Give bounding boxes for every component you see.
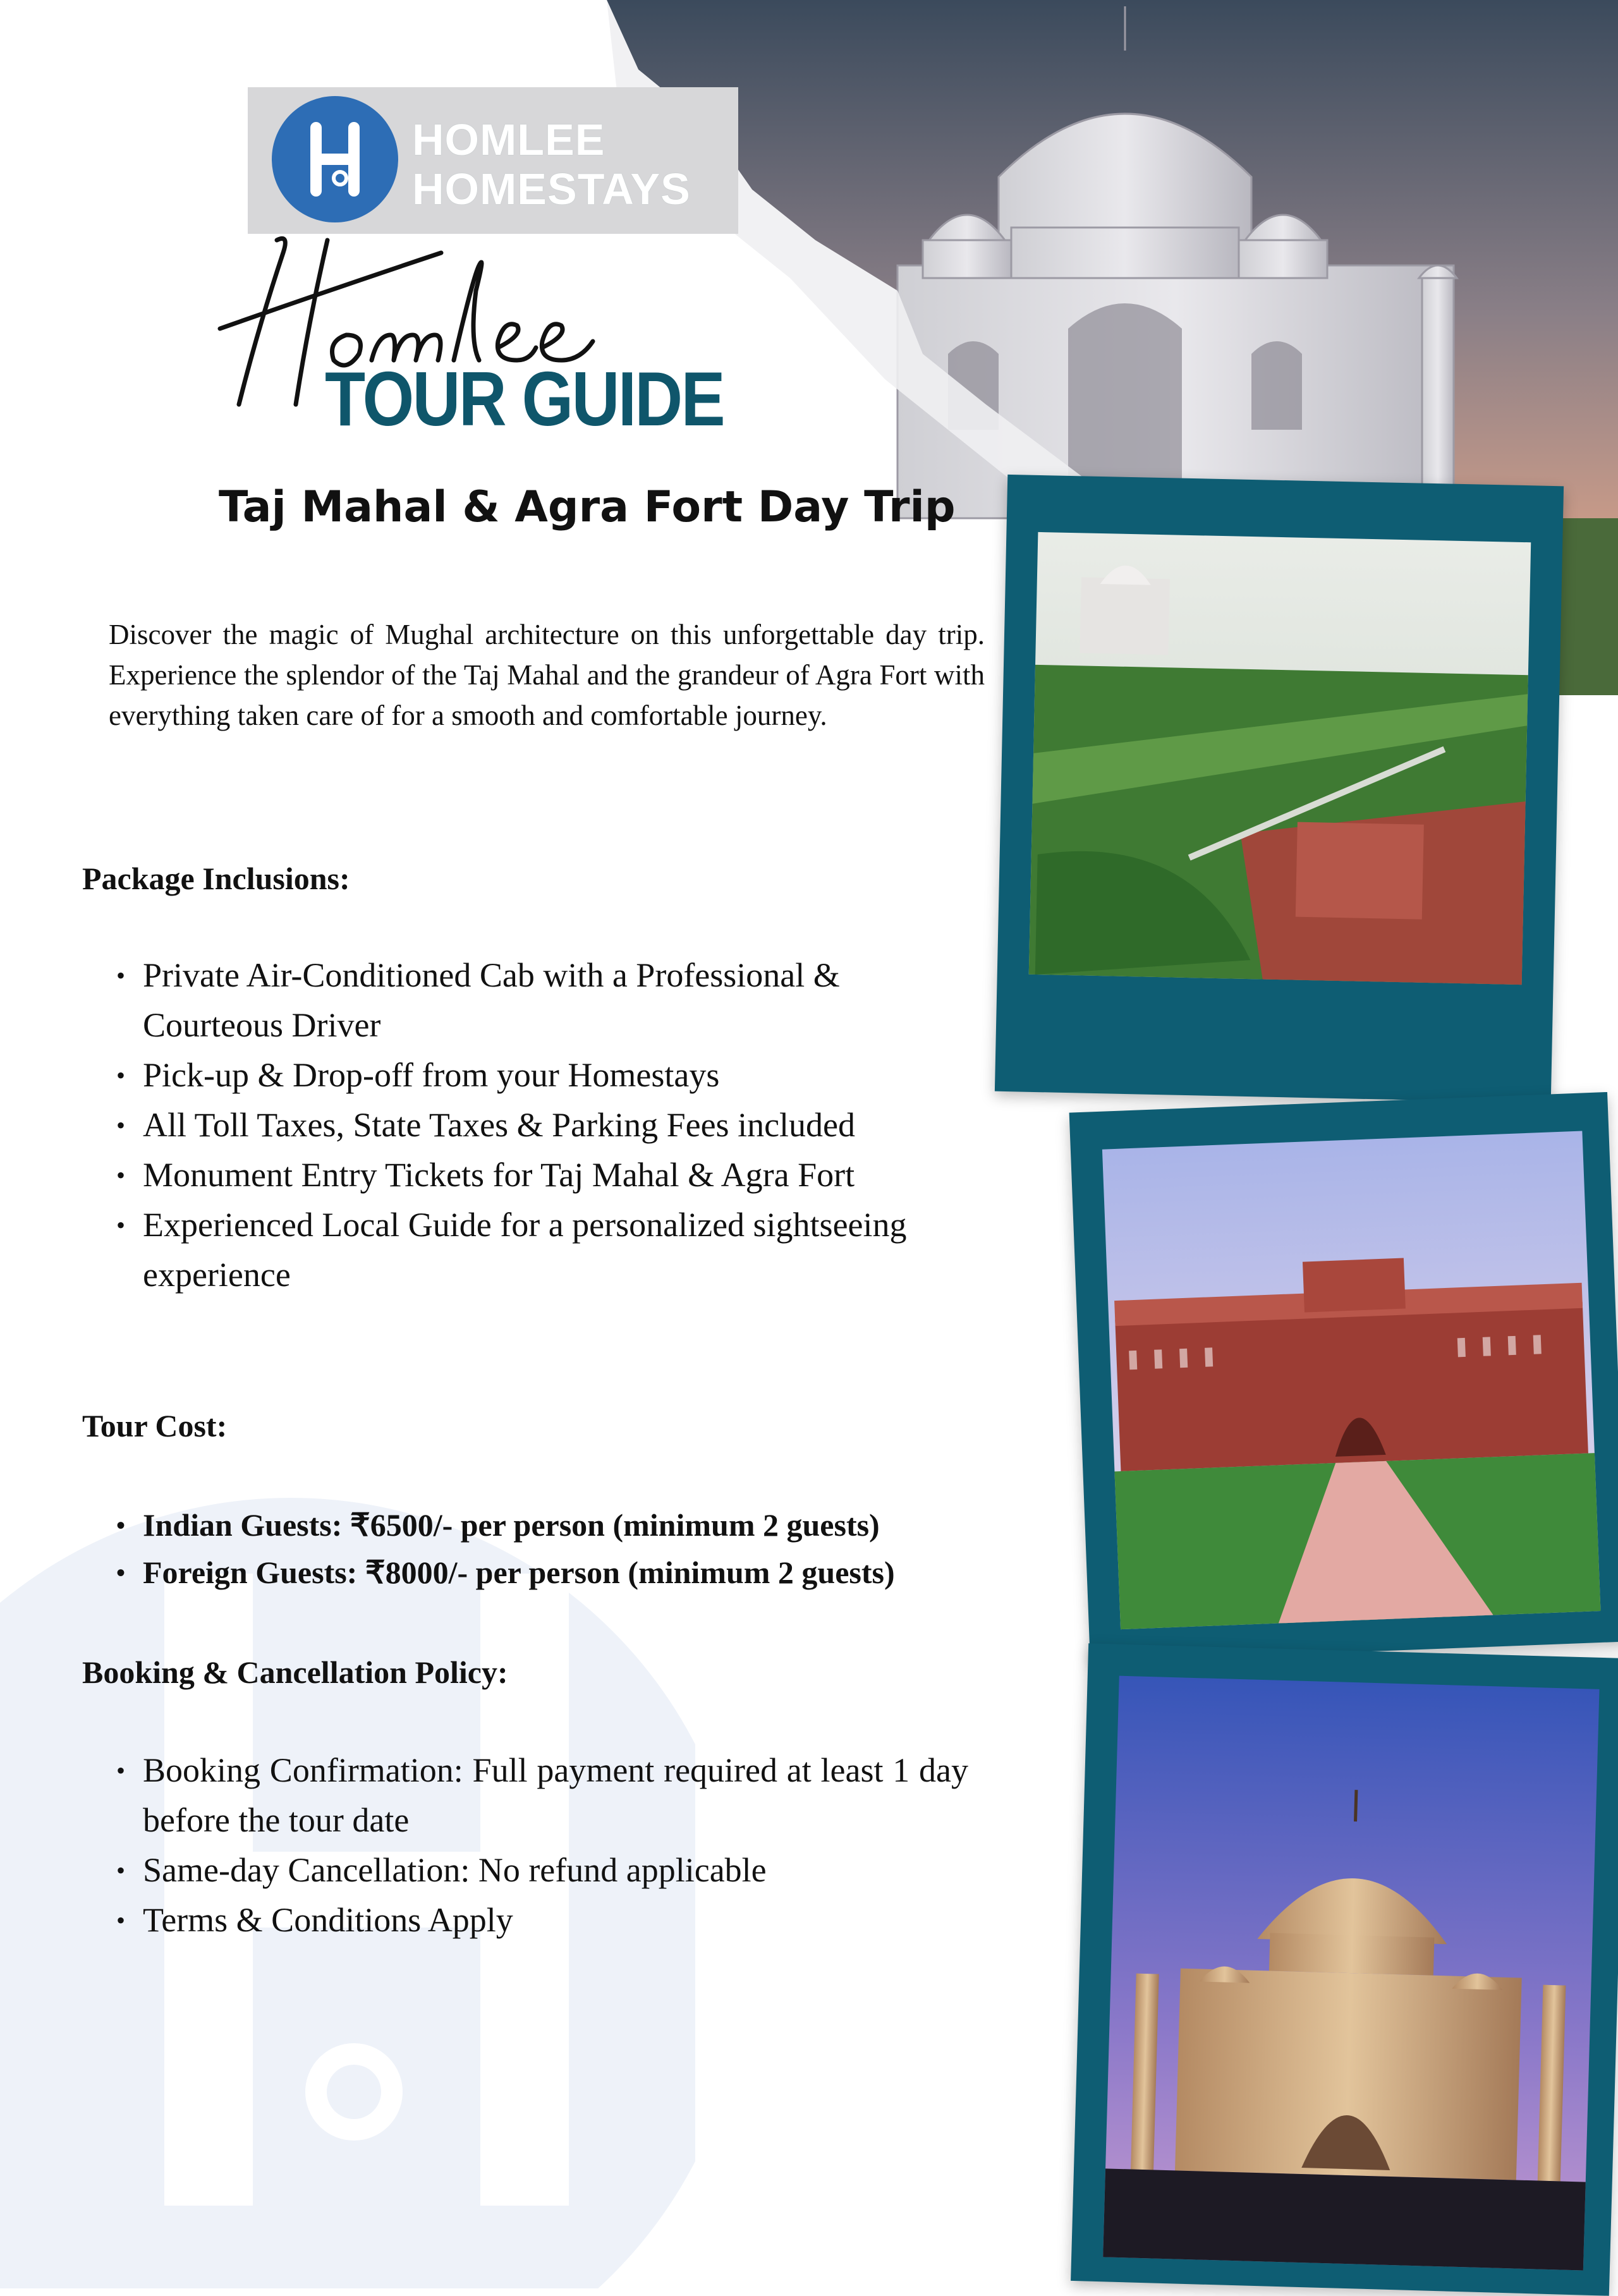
taj-mahal-aerial-gardens-photo bbox=[995, 475, 1564, 1103]
list-item: • All Toll Taxes, State Taxes & Parking Fees included bbox=[109, 1100, 981, 1150]
brand-name-line1: HOMLEE bbox=[412, 115, 605, 164]
photo-frame-taj-aerial bbox=[995, 475, 1564, 1103]
tour-cost-list bbox=[109, 1502, 981, 1596]
list-item: • Booking Confirmation: Full payment required at least 1 day before the tour date bbox=[109, 1746, 968, 1845]
photo-frame-taj-dusk bbox=[1071, 1643, 1618, 2295]
inclusions-list bbox=[109, 951, 981, 1300]
agra-fort-red-sandstone-photo bbox=[1069, 1092, 1618, 1662]
list-item: • Foreign Guests: ₹8000/- per person (minimum 2 guests) bbox=[109, 1549, 981, 1596]
tour-cost-heading: Tour Cost: bbox=[82, 1408, 228, 1443]
taj-mahal-dusk-photo bbox=[1071, 1643, 1618, 2295]
list-item: • Pick-up & Drop-off from your Homestays bbox=[109, 1050, 981, 1100]
homlee-h-house-icon bbox=[272, 96, 398, 222]
policy-list bbox=[109, 1746, 968, 1945]
tour-guide-heading: TOUR GUIDE bbox=[325, 356, 724, 442]
list-item: • Experienced Local Guide for a personalized sightseeing experience bbox=[109, 1200, 981, 1300]
inclusions-heading: Package Inclusions: bbox=[82, 861, 350, 896]
policy-heading: Booking & Cancellation Policy: bbox=[82, 1655, 508, 1690]
intro-paragraph: Discover the magic of Mughal architecture on this unforgettable day trip. Experience the splendor of the Taj Mahal and the grandeur of Agra Fort with everything taken care of for a smooth and comfortable journey. bbox=[109, 619, 985, 731]
list-item: • Terms & Conditions Apply bbox=[109, 1895, 968, 1945]
list-item: • Monument Entry Tickets for Taj Mahal & Agra Fort bbox=[109, 1150, 981, 1200]
brand-name bbox=[412, 115, 728, 214]
trip-title: Taj Mahal & Agra Fort Day Trip bbox=[219, 482, 956, 532]
brand-name-line2: HOMESTAYS bbox=[412, 164, 691, 214]
list-item: • Private Air-Conditioned Cab with a Professional & Courteous Driver bbox=[109, 951, 981, 1050]
list-item: • Indian Guests: ₹6500/- per person (minimum 2 guests) bbox=[109, 1502, 981, 1549]
list-item: • Same-day Cancellation: No refund applicable bbox=[109, 1845, 968, 1895]
photo-frame-agra-fort bbox=[1069, 1092, 1618, 1662]
